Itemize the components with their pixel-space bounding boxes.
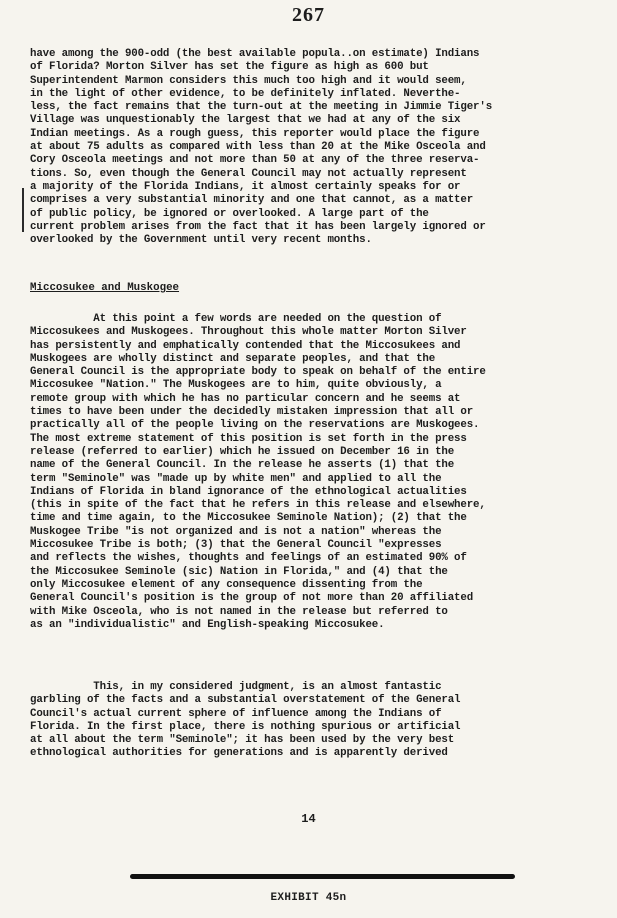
text-line: times to have been under the decidedly mistaken impression that all or (30, 406, 474, 419)
text-line: term "Seminole" was "made up by white men" and applied to all the (30, 472, 442, 485)
text-line: This, in my considered judgment, is an almost fantastic (30, 681, 442, 693)
text-line: Muskogees are wholly distinct and separate peoples, and that the (30, 352, 436, 365)
text-line: release (referred to earlier) which he issued on December 16 in the (30, 445, 455, 458)
margin-mark (22, 188, 24, 232)
text-line: as an "individualistic" and English-speaking Miccosukee. (30, 618, 385, 631)
text-line: at all about the term "Seminole"; it has been used by the very best (30, 734, 455, 747)
exhibit-label: EXHIBIT 45n (270, 892, 347, 904)
text-line: with Mike Osceola, who is not named in the release but referred to (30, 605, 448, 618)
text-line: Village was unquestionably the largest that we had at any of the six (30, 114, 461, 127)
text-line: tions. So, even though the General Council may not actually represent (30, 167, 467, 180)
paragraph-3 (30, 681, 610, 761)
text-line: in the light of other evidence, to be definitely inflated. Neverthe- (30, 87, 461, 100)
text-line: ethnological authorities for generations and is apparently derived (30, 747, 448, 760)
text-line: name of the General Council. In the release he asserts (1) that the (30, 459, 455, 472)
text-line: garbling of the facts and a substantial overstatement of the General (30, 694, 461, 707)
paragraph-2 (30, 313, 610, 632)
text-line: Council's actual current sphere of influence among the Indians of (30, 707, 442, 720)
text-line: At this point a few words are needed on the question of (30, 313, 442, 325)
text-line: comprises a very substantial minority and one that cannot, as a matter (30, 194, 474, 207)
footer-page-number: 14 (301, 812, 316, 826)
text-line: The most extreme statement of this position is set forth in the press (30, 432, 467, 445)
text-line: Florida. In the first place, there is nothing spurious or artificial (30, 720, 461, 733)
text-line: (this in spite of the fact that he refers in this release and elsewhere, (30, 499, 486, 512)
footer-rule (130, 874, 515, 879)
text-line: remote group with which he has no particular concern and he seems at (30, 392, 461, 405)
text-line: of public policy, be ignored or overlooked. A large part of the (30, 207, 429, 220)
text-line: time and time again, to the Miccosukee Seminole Nation); (2) that the (30, 512, 467, 525)
text-line: current problem arises from the fact that it has been largely ignored or (30, 220, 486, 233)
text-line: a majority of the Florida Indians, it almost certainly speaks for or (30, 180, 461, 193)
text-line: at about 75 adults as compared with less than 20 at the Mike Osceola and (30, 141, 486, 154)
text-line: Miccosukees and Muskogees. Throughout this whole matter Morton Silver (30, 326, 467, 339)
text-line: practically all of the people living on the reservations are Muskogees. (30, 419, 480, 432)
section-heading: Miccosukee and Muskogee (30, 282, 180, 294)
text-line: of Florida? Morton Silver has set the figure as high as 600 but (30, 61, 429, 74)
text-line: Superintendent Marmon considers this much too high and it would seem, (30, 74, 467, 87)
text-line: General Council's position is the group of not more than 20 affiliated (30, 592, 474, 605)
paragraph-1 (30, 48, 610, 247)
text-line: only Miccosukee element of any consequence dissenting from the (30, 578, 423, 591)
text-line: less, the fact remains that the turn-out at the meeting in Jimmie Tiger's (30, 101, 493, 114)
text-line: Indians of Florida in bland ignorance of the ethnological actualities (30, 485, 467, 498)
text-line: the Miccosukee Seminole (sic) Nation in Florida," and (4) that the (30, 565, 448, 578)
text-line: General Council is the appropriate body to speak on behalf of the entire (30, 366, 486, 379)
text-line: Muskogee Tribe "is not organized and is not a nation" whereas the (30, 525, 442, 538)
text-line: Cory Osceola meetings and not more than 50 at any of the three reserva- (30, 154, 480, 167)
text-line: and reflects the wishes, thoughts and feelings of an estimated 90% of (30, 552, 467, 565)
text-line: have among the 900-odd (the best available popula..on estimate) Indians (30, 48, 480, 60)
text-line: Miccosukee "Nation." The Muskogees are to him, quite obviously, a (30, 379, 442, 392)
text-line: Indian meetings. As a rough guess, this reporter would place the figure (30, 127, 480, 140)
page-number: 267 (292, 4, 325, 26)
text-line: overlooked by the Government until very recent months. (30, 234, 372, 247)
text-line: Miccosukee Tribe is both; (3) that the General Council "expresses (30, 539, 442, 552)
text-line: has persistently and emphatically contended that the Miccosukees and (30, 339, 461, 352)
